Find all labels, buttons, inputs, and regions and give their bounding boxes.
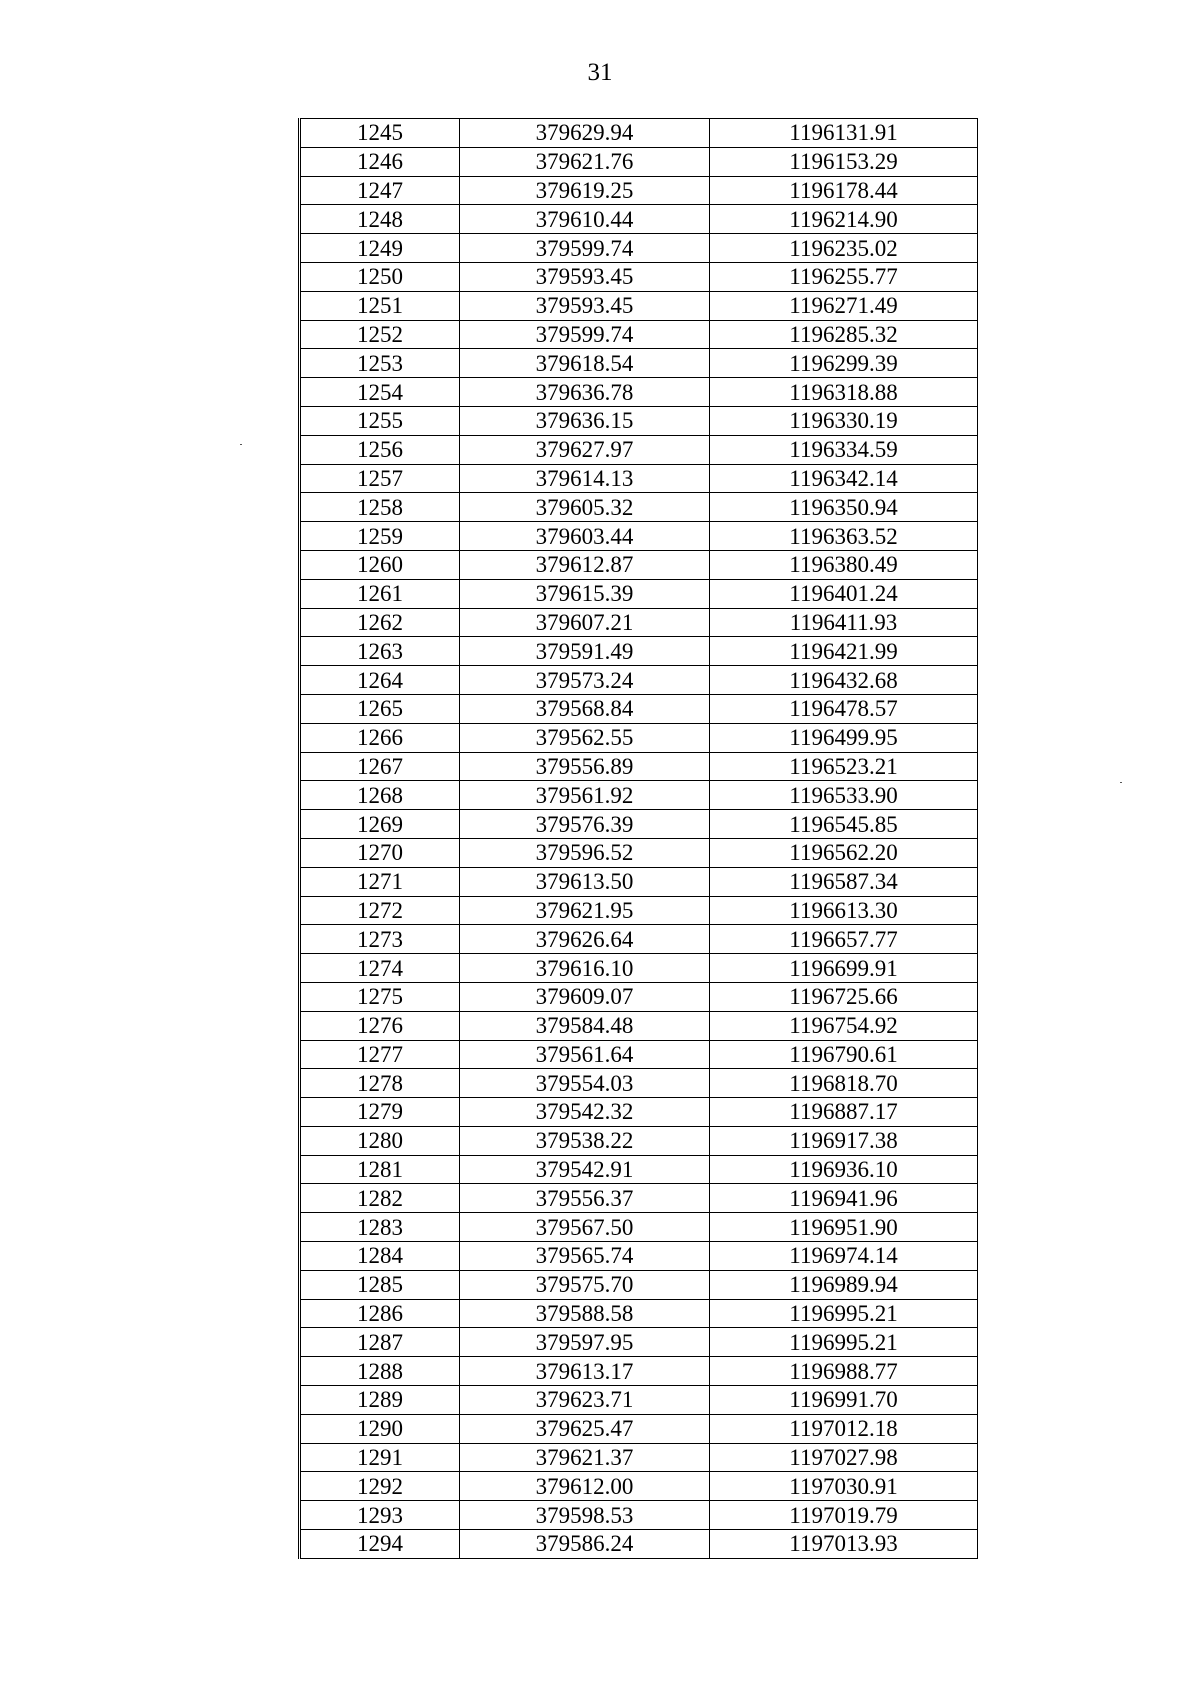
x-coordinate-cell: 379609.07 [460,982,710,1011]
table-row [300,954,978,983]
x-coordinate-cell: 379591.49 [460,637,710,666]
point-number-cell: 1288 [300,1357,460,1386]
table-row [300,810,978,839]
point-number-cell: 1253 [300,349,460,378]
table-row [300,1098,978,1127]
point-number-cell: 1294 [300,1530,460,1559]
x-coordinate-cell: 379567.50 [460,1213,710,1242]
x-coordinate-cell: 379614.13 [460,464,710,493]
y-coordinate-cell: 1196271.49 [710,291,978,320]
y-coordinate-cell: 1196299.39 [710,349,978,378]
x-coordinate-cell: 379575.70 [460,1270,710,1299]
y-coordinate-cell: 1196951.90 [710,1213,978,1242]
point-number-cell: 1277 [300,1040,460,1069]
table-row [300,1501,978,1530]
x-coordinate-cell: 379629.94 [460,119,710,148]
point-number-cell: 1286 [300,1299,460,1328]
table-row [300,896,978,925]
y-coordinate-cell: 1197030.91 [710,1472,978,1501]
point-number-cell: 1264 [300,666,460,695]
y-coordinate-cell: 1196334.59 [710,435,978,464]
point-number-cell: 1291 [300,1443,460,1472]
x-coordinate-cell: 379626.64 [460,925,710,954]
y-coordinate-cell: 1196917.38 [710,1126,978,1155]
table-row [300,1242,978,1271]
page-number: 31 [587,59,613,86]
point-number-cell: 1251 [300,291,460,320]
scan-speck [1120,782,1122,783]
y-coordinate-cell: 1196657.77 [710,925,978,954]
x-coordinate-cell: 379613.17 [460,1357,710,1386]
table-row [300,867,978,896]
y-coordinate-cell: 1196989.94 [710,1270,978,1299]
x-coordinate-cell: 379576.39 [460,810,710,839]
y-coordinate-cell: 1196974.14 [710,1242,978,1271]
x-coordinate-cell: 379621.76 [460,147,710,176]
x-coordinate-cell: 379615.39 [460,579,710,608]
x-coordinate-cell: 379616.10 [460,954,710,983]
x-coordinate-cell: 379605.32 [460,493,710,522]
table-row [300,119,978,148]
y-coordinate-cell: 1196380.49 [710,550,978,579]
x-coordinate-cell: 379554.03 [460,1069,710,1098]
point-number-cell: 1272 [300,896,460,925]
table-row [300,1357,978,1386]
table-row [300,550,978,579]
table-row [300,752,978,781]
y-coordinate-cell: 1196790.61 [710,1040,978,1069]
x-coordinate-cell: 379607.21 [460,608,710,637]
point-number-cell: 1276 [300,1011,460,1040]
y-coordinate-cell: 1196178.44 [710,176,978,205]
point-number-cell: 1250 [300,262,460,291]
y-coordinate-cell: 1196153.29 [710,147,978,176]
table-row [300,1069,978,1098]
x-coordinate-cell: 379636.78 [460,378,710,407]
x-coordinate-cell: 379561.64 [460,1040,710,1069]
point-number-cell: 1247 [300,176,460,205]
table-row [300,464,978,493]
y-coordinate-cell: 1196995.21 [710,1299,978,1328]
point-number-cell: 1258 [300,493,460,522]
table-row [300,694,978,723]
y-coordinate-cell: 1196699.91 [710,954,978,983]
x-coordinate-cell: 379603.44 [460,522,710,551]
point-number-cell: 1260 [300,550,460,579]
x-coordinate-cell: 379561.92 [460,781,710,810]
x-coordinate-cell: 379584.48 [460,1011,710,1040]
x-coordinate-cell: 379598.53 [460,1501,710,1530]
y-coordinate-cell: 1196991.70 [710,1386,978,1415]
y-coordinate-cell: 1196936.10 [710,1155,978,1184]
table-row [300,349,978,378]
point-number-cell: 1275 [300,982,460,1011]
point-number-cell: 1265 [300,694,460,723]
table-row [300,982,978,1011]
point-number-cell: 1267 [300,752,460,781]
x-coordinate-cell: 379610.44 [460,205,710,234]
table-row [300,1213,978,1242]
table-row [300,262,978,291]
table-row [300,234,978,263]
x-coordinate-cell: 379573.24 [460,666,710,695]
x-coordinate-cell: 379599.74 [460,234,710,263]
y-coordinate-cell: 1196499.95 [710,723,978,752]
x-coordinate-cell: 379588.58 [460,1299,710,1328]
x-coordinate-cell: 379562.55 [460,723,710,752]
y-coordinate-cell: 1196995.21 [710,1328,978,1357]
x-coordinate-cell: 379636.15 [460,406,710,435]
point-number-cell: 1282 [300,1184,460,1213]
x-coordinate-cell: 379542.91 [460,1155,710,1184]
scan-speck [240,444,242,445]
table-row [300,435,978,464]
table-row [300,378,978,407]
y-coordinate-cell: 1196941.96 [710,1184,978,1213]
point-number-cell: 1271 [300,867,460,896]
point-number-cell: 1248 [300,205,460,234]
table-row [300,522,978,551]
table-row [300,205,978,234]
y-coordinate-cell: 1196988.77 [710,1357,978,1386]
y-coordinate-cell: 1196285.32 [710,320,978,349]
point-number-cell: 1279 [300,1098,460,1127]
y-coordinate-cell: 1196350.94 [710,493,978,522]
table-row [300,1530,978,1559]
x-coordinate-cell: 379621.37 [460,1443,710,1472]
point-number-cell: 1256 [300,435,460,464]
point-number-cell: 1273 [300,925,460,954]
y-coordinate-cell: 1196235.02 [710,234,978,263]
x-coordinate-cell: 379597.95 [460,1328,710,1357]
x-coordinate-cell: 379593.45 [460,262,710,291]
point-number-cell: 1266 [300,723,460,752]
point-number-cell: 1245 [300,119,460,148]
table-row [300,925,978,954]
y-coordinate-cell: 1196478.57 [710,694,978,723]
y-coordinate-cell: 1196587.34 [710,867,978,896]
table-row [300,579,978,608]
point-number-cell: 1259 [300,522,460,551]
point-number-cell: 1262 [300,608,460,637]
x-coordinate-cell: 379619.25 [460,176,710,205]
y-coordinate-cell: 1196533.90 [710,781,978,810]
x-coordinate-cell: 379556.89 [460,752,710,781]
table-row [300,291,978,320]
y-coordinate-cell: 1196432.68 [710,666,978,695]
table-row [300,1328,978,1357]
y-coordinate-cell: 1196887.17 [710,1098,978,1127]
table-row [300,1011,978,1040]
y-coordinate-cell: 1196562.20 [710,838,978,867]
x-coordinate-cell: 379586.24 [460,1530,710,1559]
table-row [300,608,978,637]
point-number-cell: 1263 [300,637,460,666]
y-coordinate-cell: 1196523.21 [710,752,978,781]
y-coordinate-cell: 1197012.18 [710,1414,978,1443]
table-row [300,320,978,349]
y-coordinate-cell: 1196545.85 [710,810,978,839]
point-number-cell: 1278 [300,1069,460,1098]
table-row [300,1414,978,1443]
table-row [300,406,978,435]
table-row [300,1040,978,1069]
point-number-cell: 1274 [300,954,460,983]
y-coordinate-cell: 1196330.19 [710,406,978,435]
y-coordinate-cell: 1196754.92 [710,1011,978,1040]
table-row [300,1299,978,1328]
table-row [300,1443,978,1472]
y-coordinate-cell: 1196818.70 [710,1069,978,1098]
y-coordinate-cell: 1196613.30 [710,896,978,925]
y-coordinate-cell: 1196725.66 [710,982,978,1011]
point-number-cell: 1261 [300,579,460,608]
x-coordinate-cell: 379596.52 [460,838,710,867]
y-coordinate-cell: 1196131.91 [710,119,978,148]
table-row [300,147,978,176]
point-number-cell: 1292 [300,1472,460,1501]
x-coordinate-cell: 379612.87 [460,550,710,579]
point-number-cell: 1257 [300,464,460,493]
table-row [300,1386,978,1415]
y-coordinate-cell: 1197027.98 [710,1443,978,1472]
point-number-cell: 1285 [300,1270,460,1299]
point-number-cell: 1293 [300,1501,460,1530]
point-number-cell: 1290 [300,1414,460,1443]
table-row [300,781,978,810]
x-coordinate-cell: 379612.00 [460,1472,710,1501]
x-coordinate-cell: 379542.32 [460,1098,710,1127]
x-coordinate-cell: 379627.97 [460,435,710,464]
coordinates-table [298,118,978,1559]
y-coordinate-cell: 1197013.93 [710,1530,978,1559]
x-coordinate-cell: 379618.54 [460,349,710,378]
x-coordinate-cell: 379625.47 [460,1414,710,1443]
table-row [300,637,978,666]
point-number-cell: 1252 [300,320,460,349]
x-coordinate-cell: 379593.45 [460,291,710,320]
y-coordinate-cell: 1196401.24 [710,579,978,608]
x-coordinate-cell: 379623.71 [460,1386,710,1415]
y-coordinate-cell: 1196363.52 [710,522,978,551]
y-coordinate-cell: 1196421.99 [710,637,978,666]
point-number-cell: 1287 [300,1328,460,1357]
y-coordinate-cell: 1196318.88 [710,378,978,407]
point-number-cell: 1284 [300,1242,460,1271]
point-number-cell: 1270 [300,838,460,867]
y-coordinate-cell: 1196411.93 [710,608,978,637]
table-row [300,666,978,695]
y-coordinate-cell: 1197019.79 [710,1501,978,1530]
point-number-cell: 1280 [300,1126,460,1155]
y-coordinate-cell: 1196214.90 [710,205,978,234]
y-coordinate-cell: 1196255.77 [710,262,978,291]
point-number-cell: 1246 [300,147,460,176]
point-number-cell: 1268 [300,781,460,810]
x-coordinate-cell: 379599.74 [460,320,710,349]
point-number-cell: 1281 [300,1155,460,1184]
point-number-cell: 1249 [300,234,460,263]
table-row [300,493,978,522]
point-number-cell: 1283 [300,1213,460,1242]
table-row [300,1472,978,1501]
table-row [300,1270,978,1299]
point-number-cell: 1254 [300,378,460,407]
table-row [300,176,978,205]
coordinates-table-body [300,119,978,1559]
point-number-cell: 1269 [300,810,460,839]
x-coordinate-cell: 379565.74 [460,1242,710,1271]
x-coordinate-cell: 379613.50 [460,867,710,896]
point-number-cell: 1255 [300,406,460,435]
table-row [300,838,978,867]
y-coordinate-cell: 1196342.14 [710,464,978,493]
x-coordinate-cell: 379568.84 [460,694,710,723]
table-row [300,1155,978,1184]
table-row [300,723,978,752]
point-number-cell: 1289 [300,1386,460,1415]
table-row [300,1184,978,1213]
table-row [300,1126,978,1155]
x-coordinate-cell: 379538.22 [460,1126,710,1155]
x-coordinate-cell: 379556.37 [460,1184,710,1213]
x-coordinate-cell: 379621.95 [460,896,710,925]
